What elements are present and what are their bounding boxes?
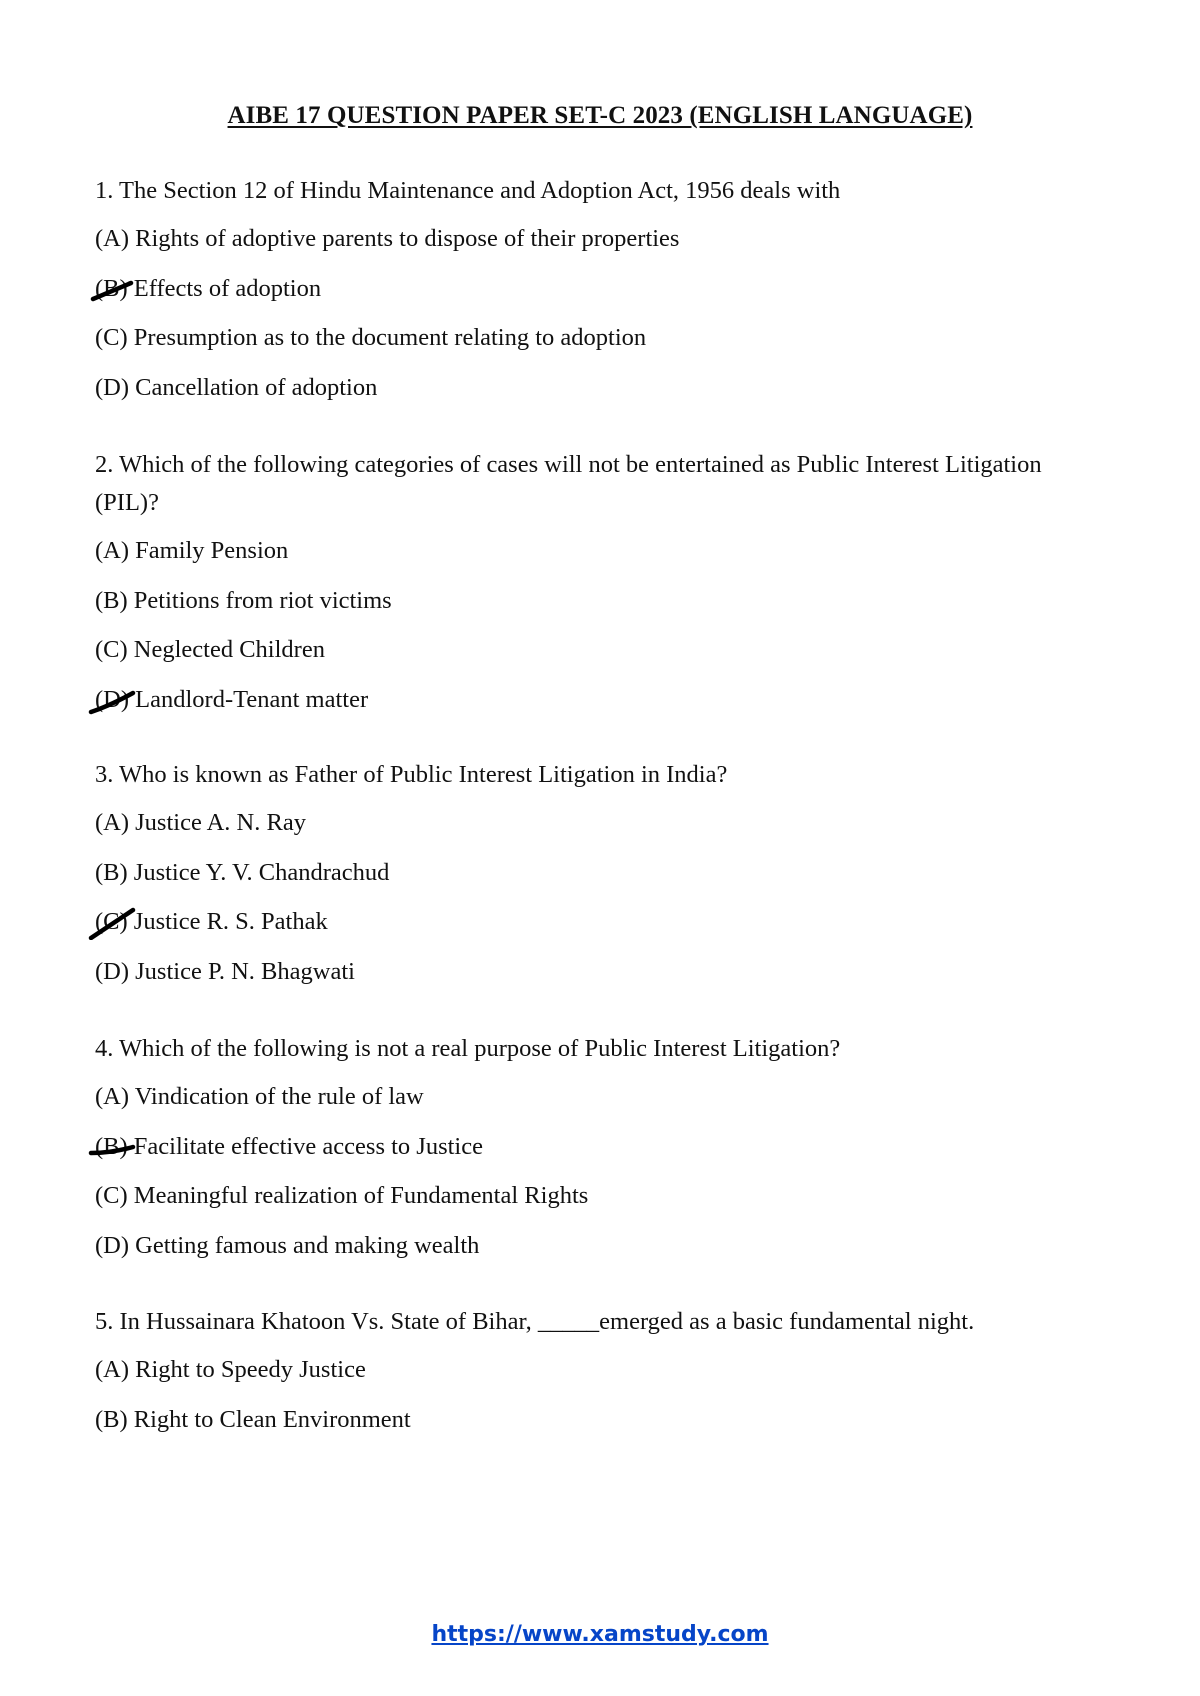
option-c: (C) Presumption as to the document relating to adoption bbox=[95, 324, 647, 351]
option-b: (B) Justice Y. V. Chandrachud bbox=[95, 858, 390, 886]
option-c: (C) Neglected Children bbox=[95, 636, 325, 663]
option-a: (A) Family Pension bbox=[95, 537, 289, 564]
option-d: (D) Cancellation of adoption bbox=[95, 373, 378, 401]
question-4 bbox=[95, 1030, 1095, 1260]
option-b: (B) Petitions from riot victims bbox=[95, 586, 392, 614]
option-c: (C) Meaningful realization of Fundamental Rights bbox=[95, 1182, 589, 1209]
question-text: 1. The Section 12 of Hindu Maintenance and Adoption Act, 1956 deals with bbox=[95, 177, 841, 204]
question-3 bbox=[95, 756, 1095, 986]
question-2 bbox=[95, 446, 1095, 714]
question-1 bbox=[95, 172, 1095, 402]
option-d: (D) Justice P. N. Bhagwati bbox=[95, 957, 355, 985]
option-label: (B) Facilitate effective access to Justice bbox=[95, 1132, 483, 1160]
option-d bbox=[95, 686, 1095, 714]
option-c bbox=[95, 908, 1095, 936]
question-5 bbox=[95, 1303, 1095, 1434]
page-title: AIBE 17 QUESTION PAPER SET-C 2023 (ENGLISH LANGUAGE) bbox=[227, 102, 973, 129]
option-label: (B) Effects of adoption bbox=[95, 274, 322, 302]
option-a: (A) Vindication of the rule of law bbox=[95, 1083, 424, 1110]
option-b: (B) Right to Clean Environment bbox=[95, 1405, 411, 1433]
question-text: 5. In Hussainara Khatoon Vs. State of Bihar, _____emerged as a basic fundamental night. bbox=[95, 1308, 975, 1335]
option-d: (D) Getting famous and making wealth bbox=[95, 1231, 480, 1259]
option-b bbox=[95, 1133, 1095, 1161]
question-text: 4. Which of the following is not a real purpose of Public Interest Litigation? bbox=[95, 1035, 841, 1062]
footer-website-link[interactable]: https://www.xamstudy.com bbox=[431, 1622, 769, 1647]
question-text: 2. Which of the following categories of cases will not be entertained as Public Interest Litigation (PIL)? bbox=[95, 451, 1042, 516]
option-b bbox=[95, 275, 1095, 303]
option-a: (A) Right to Speedy Justice bbox=[95, 1356, 366, 1383]
option-label: (D) Landlord-Tenant matter bbox=[95, 685, 369, 713]
option-a: (A) Rights of adoptive parents to dispose of their properties bbox=[95, 225, 680, 252]
option-label: (C) Justice R. S. Pathak bbox=[95, 908, 328, 935]
option-a: (A) Justice A. N. Ray bbox=[95, 809, 306, 836]
question-text: 3. Who is known as Father of Public Interest Litigation in India? bbox=[95, 761, 728, 788]
